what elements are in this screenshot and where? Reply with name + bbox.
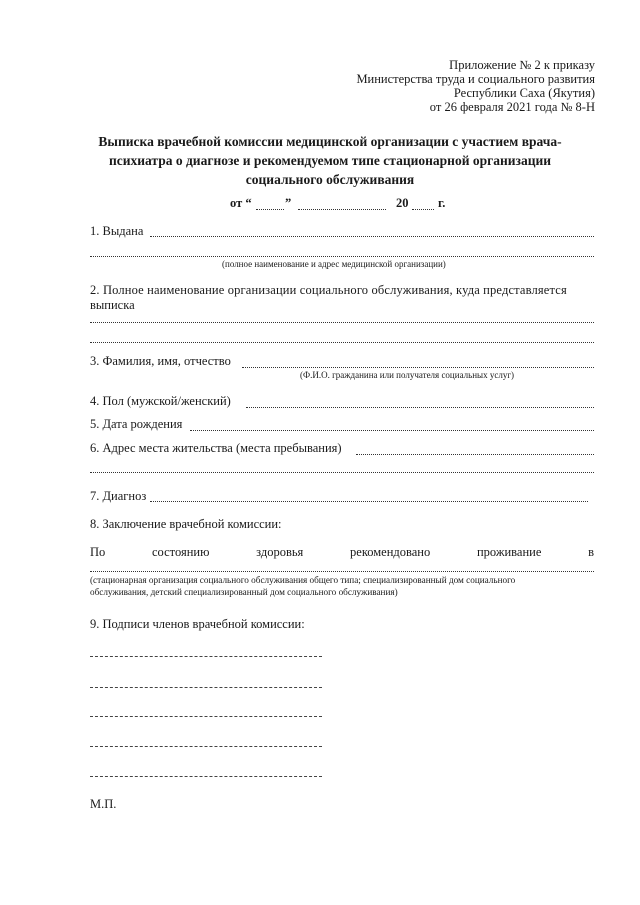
date-suffix: г. — [438, 196, 446, 210]
document-title — [60, 132, 600, 189]
issued-field-line-1[interactable] — [150, 236, 594, 237]
appendix-line-2: Министерства труда и социального развития — [356, 72, 595, 86]
conclusion-sentence — [90, 545, 594, 560]
title-line-3: социального обслуживания — [245, 172, 415, 187]
date-quote-close: ” — [285, 196, 292, 210]
diagnosis-field[interactable] — [150, 501, 588, 502]
conclusion-field[interactable] — [90, 571, 594, 572]
issued-hint: (полное наименование и адрес медицинской организации) — [222, 259, 446, 269]
org-field-line-2[interactable] — [90, 342, 594, 343]
sex-label: 4. Пол (мужской/женский) — [90, 394, 231, 408]
birth-label: 5. Дата рождения — [90, 417, 183, 431]
conclusion-hint-2: обслуживания, детский специализированный дом социального обслуживания) — [90, 587, 398, 597]
conclusion-word-6: в — [588, 545, 594, 559]
appendix-line-4: от 26 февраля 2021 года № 8-Н — [429, 100, 595, 114]
date-day-field[interactable] — [256, 209, 284, 210]
signatures-label: 9. Подписи членов врачебной комиссии: — [90, 617, 305, 631]
birth-field[interactable] — [190, 430, 594, 431]
conclusion-word-4: рекомендовано — [350, 545, 431, 559]
name-label: 3. Фамилия, имя, отчество — [90, 354, 231, 368]
name-field[interactable] — [242, 367, 594, 368]
title-line-2: психиатра о диагнозе и рекомендуемом типе стационарной организации — [108, 153, 552, 168]
conclusion-hint-1: (стационарная организация социального обслуживания общего типа; специализированный дом социального — [90, 575, 516, 585]
signature-line-3[interactable] — [90, 716, 322, 717]
date-prefix: от “ — [230, 196, 252, 210]
title-line-1: Выписка врачебной комиссии медицинской организации с участием врача- — [98, 134, 562, 149]
org-label-line-2: выписка — [90, 298, 135, 312]
conclusion-label: 8. Заключение врачебной комиссии: — [90, 517, 282, 531]
appendix-header — [356, 58, 595, 114]
appendix-line-1: Приложение № 2 к приказу — [449, 58, 595, 72]
org-label-text-1: 2. Полное наименование организации социального обслуживания, куда представляется — [90, 283, 567, 297]
org-label — [90, 283, 594, 313]
name-hint: (Ф.И.О. гражданина или получателя социальных услуг) — [300, 370, 515, 380]
sex-field[interactable] — [246, 407, 594, 408]
signature-line-2[interactable] — [90, 687, 322, 688]
date-year-prefix: 20 — [396, 196, 409, 210]
org-field-line-1[interactable] — [90, 322, 594, 323]
stamp-placeholder: М.П. — [90, 797, 117, 811]
signature-line-1[interactable] — [90, 656, 322, 657]
date-year-field[interactable] — [412, 209, 434, 210]
address-field-line-2[interactable] — [90, 472, 594, 473]
conclusion-word-1: По — [90, 545, 106, 559]
address-label: 6. Адрес места жительства (места пребывания) — [90, 441, 342, 455]
appendix-line-3: Республики Саха (Якутия) — [453, 86, 595, 100]
diagnosis-label: 7. Диагноз — [90, 489, 147, 503]
date-month-field[interactable] — [298, 209, 386, 210]
issued-field-line-2[interactable] — [90, 256, 594, 257]
org-label-line-1 — [90, 283, 594, 298]
conclusion-word-3: здоровья — [256, 545, 304, 559]
signature-line-5[interactable] — [90, 776, 322, 777]
address-field-line-1[interactable] — [356, 454, 594, 455]
signature-line-4[interactable] — [90, 746, 322, 747]
issued-label: 1. Выдана — [90, 224, 144, 238]
conclusion-word-2: состоянию — [151, 545, 210, 559]
conclusion-word-5: проживание — [476, 545, 542, 559]
